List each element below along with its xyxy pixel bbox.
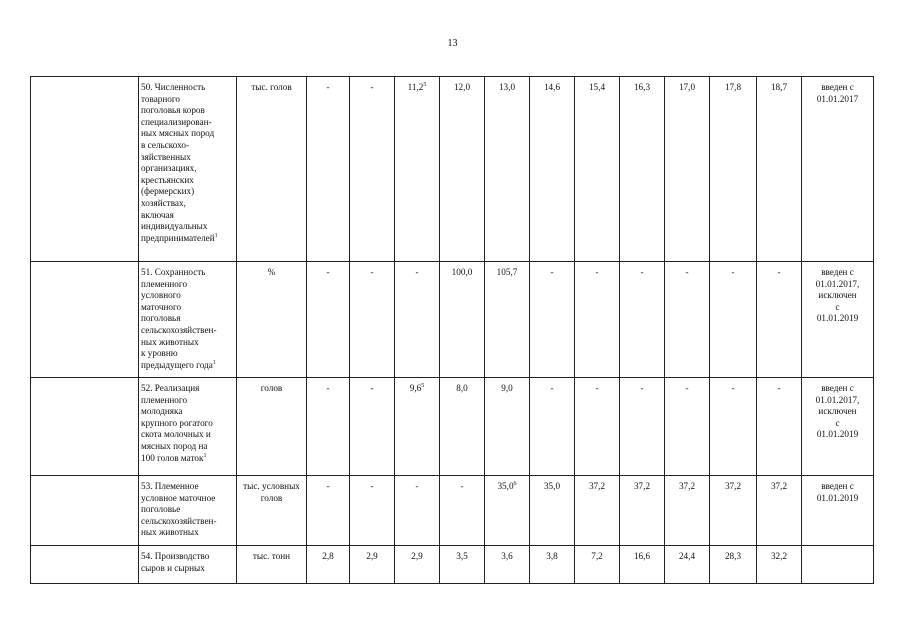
- note-line: 01.01.2017: [816, 93, 859, 104]
- value-cell: 13,0: [485, 77, 530, 262]
- indicator-name-line: сыров и сырных: [141, 562, 205, 573]
- value-cell: 17,8: [710, 77, 757, 262]
- table-row: [31, 77, 874, 262]
- value-cell: 7,2: [575, 546, 620, 584]
- note-line: 01.01.2017,: [815, 278, 860, 289]
- note-line: исключен: [818, 290, 857, 301]
- note-line: введен с: [821, 383, 854, 393]
- value-cell: -: [530, 378, 575, 476]
- value-cell: 3,8: [530, 546, 575, 584]
- indicator-name-line: крестьянских: [141, 174, 194, 185]
- value-cell: -: [710, 378, 757, 476]
- value-cell: 37,2: [710, 476, 757, 546]
- unit-cell: %: [237, 262, 307, 378]
- indicator-name-line: поголовье: [141, 504, 181, 515]
- empty-cell: [31, 378, 139, 476]
- value-cell: -: [307, 378, 350, 476]
- indicator-name-line: индивидуальных: [141, 221, 208, 232]
- indicator-name-line: сельскохозяйствен-: [141, 324, 217, 335]
- indicator-name-line: специализирован-: [141, 116, 212, 127]
- footnote-marker: 6: [513, 480, 517, 487]
- indicator-name-line: организациях,: [141, 163, 197, 174]
- note-line: с: [835, 417, 840, 428]
- table-row: [31, 476, 874, 546]
- note-line: 01.01.2019: [816, 313, 859, 324]
- indicator-name-line: 54. Производство: [141, 551, 210, 561]
- indicator-name-line: крупного рогатого: [141, 417, 213, 428]
- value-cell: 14,6: [530, 77, 575, 262]
- unit-cell: тыс. условных голов: [237, 476, 307, 546]
- note-cell: [802, 262, 874, 378]
- value-cell: -: [307, 77, 350, 262]
- value-cell: 18,7: [757, 77, 802, 262]
- value-cell: 37,2: [665, 476, 710, 546]
- value-cell: 28,3: [710, 546, 757, 584]
- indicator-name: [139, 262, 237, 378]
- value-cell: 3,5: [440, 546, 485, 584]
- value-cell: 15,4: [575, 77, 620, 262]
- value-cell: 11,2$^5$: [395, 77, 440, 262]
- value-cell: 16,6: [620, 546, 665, 584]
- value-cell: -: [350, 77, 395, 262]
- indicator-name-line: 52. Реализация: [141, 383, 200, 393]
- value-cell: 8,0: [440, 378, 485, 476]
- value-cell: -: [710, 262, 757, 378]
- table-row: [31, 546, 874, 584]
- indicator-name-line: 100 голов маток$^1$: [141, 452, 207, 463]
- value-cell: 35,0: [530, 476, 575, 546]
- value-cell: -: [307, 262, 350, 378]
- value-cell: $9,6^5$: [395, 378, 440, 476]
- value-cell: -: [395, 262, 440, 378]
- indicator-name-line: в сельскохо-: [141, 139, 190, 150]
- page-number: 13: [447, 38, 458, 49]
- unit-cell: голов: [237, 378, 307, 476]
- indicator-name-line: 53. Племенное: [141, 481, 199, 491]
- value-cell: 2,9: [350, 546, 395, 584]
- value-cell: 17,0: [665, 77, 710, 262]
- indicator-name-line: поголовья коров: [141, 105, 205, 116]
- value-cell: 37,2: [575, 476, 620, 546]
- table-body: [31, 77, 874, 584]
- note-line: с: [835, 301, 840, 312]
- empty-cell: [31, 546, 139, 584]
- note-cell: [802, 546, 874, 584]
- indicator-name-line: (фермерских): [141, 186, 195, 197]
- note-line: 01.01.2017,: [815, 394, 860, 405]
- value-cell: 2,9: [395, 546, 440, 584]
- value-cell: -: [665, 262, 710, 378]
- value-cell: -: [440, 476, 485, 546]
- value-cell: -: [757, 262, 802, 378]
- unit-cell: тыс. тонн: [237, 546, 307, 584]
- footnote-marker: 1: [214, 232, 218, 239]
- indicator-name-line: зяйственных: [141, 151, 191, 162]
- table-row: [31, 262, 874, 378]
- indicator-name-line: поголовья: [141, 313, 181, 324]
- value-cell: -: [575, 378, 620, 476]
- indicator-name-line: скота молочных и: [141, 429, 211, 440]
- indicator-name-line: 51. Сохранность: [141, 267, 206, 277]
- note-cell: [802, 77, 874, 262]
- empty-cell: [31, 262, 139, 378]
- value-cell: 3,6: [485, 546, 530, 584]
- note-line: введен с: [821, 82, 854, 92]
- footnote-marker: 5: [421, 382, 425, 389]
- indicator-name: [139, 476, 237, 546]
- indicator-name-line: племенного: [141, 394, 188, 405]
- indicator-name-line: молодняка: [141, 406, 183, 417]
- indicator-name-line: племенного: [141, 278, 188, 289]
- note-line: введен с: [821, 267, 854, 277]
- indicator-name: [139, 378, 237, 476]
- indicator-name-line: 50. Численность: [141, 82, 206, 92]
- footnote-marker: 1: [203, 452, 207, 459]
- indicator-name-line: маточного: [141, 301, 182, 312]
- note-line: введен с: [821, 481, 854, 491]
- note-line: 01.01.2019: [816, 429, 859, 440]
- note-line: исключен: [818, 406, 857, 417]
- value-cell: -: [395, 476, 440, 546]
- unit-cell: тыс. голов: [237, 77, 307, 262]
- footnote-marker: 5: [423, 81, 427, 88]
- value-cell: 35,0$^6$: [485, 476, 530, 546]
- indicator-name-line: условное маточное: [141, 492, 216, 503]
- value-cell: -: [757, 378, 802, 476]
- value-cell: 37,2: [620, 476, 665, 546]
- note-cell: [802, 476, 874, 546]
- indicator-name-line: ных мясных пород: [141, 128, 215, 139]
- value-cell: -: [530, 262, 575, 378]
- value-cell: 24,4: [665, 546, 710, 584]
- value-cell: 16,3: [620, 77, 665, 262]
- indicator-name-line: ных животных: [141, 336, 199, 347]
- value-cell: -: [350, 378, 395, 476]
- indicator-name-line: хозяйствах,: [141, 197, 186, 208]
- indicator-name-line: товарного: [141, 93, 181, 104]
- indicator-name: [139, 77, 237, 262]
- indicators-table: [30, 76, 874, 584]
- indicator-name-line: предыдущего года$^1$: [141, 359, 216, 370]
- indicator-name-line: предпринимателей$^1$: [141, 232, 218, 243]
- value-cell: -: [307, 476, 350, 546]
- value-cell: 37,2: [757, 476, 802, 546]
- value-cell: -: [620, 262, 665, 378]
- value-cell: -: [620, 378, 665, 476]
- footnote-marker: 1: [212, 359, 216, 366]
- indicator-name-line: включая: [141, 209, 174, 220]
- indicator-name-line: ных животных: [141, 527, 199, 538]
- value-cell: 9,0: [485, 378, 530, 476]
- value-cell: -: [350, 262, 395, 378]
- empty-cell: [31, 476, 139, 546]
- value-cell: -: [350, 476, 395, 546]
- value-cell: 12,0: [440, 77, 485, 262]
- indicator-name-line: условного: [141, 290, 181, 301]
- value-cell: 100,0: [440, 262, 485, 378]
- table-row: [31, 378, 874, 476]
- value-cell: 2,8: [307, 546, 350, 584]
- value-cell: -: [665, 378, 710, 476]
- indicator-name-line: мясных пород на: [141, 440, 208, 451]
- note-cell: [802, 378, 874, 476]
- indicator-name-line: к уровню: [141, 348, 178, 359]
- value-cell: 32,2: [757, 546, 802, 584]
- empty-cell: [31, 77, 139, 262]
- indicator-name: [139, 546, 237, 584]
- indicator-name-line: сельскохозяйствен-: [141, 515, 217, 526]
- note-line: 01.01.2019: [816, 492, 859, 503]
- value-cell: -: [575, 262, 620, 378]
- value-cell: 105,7: [485, 262, 530, 378]
